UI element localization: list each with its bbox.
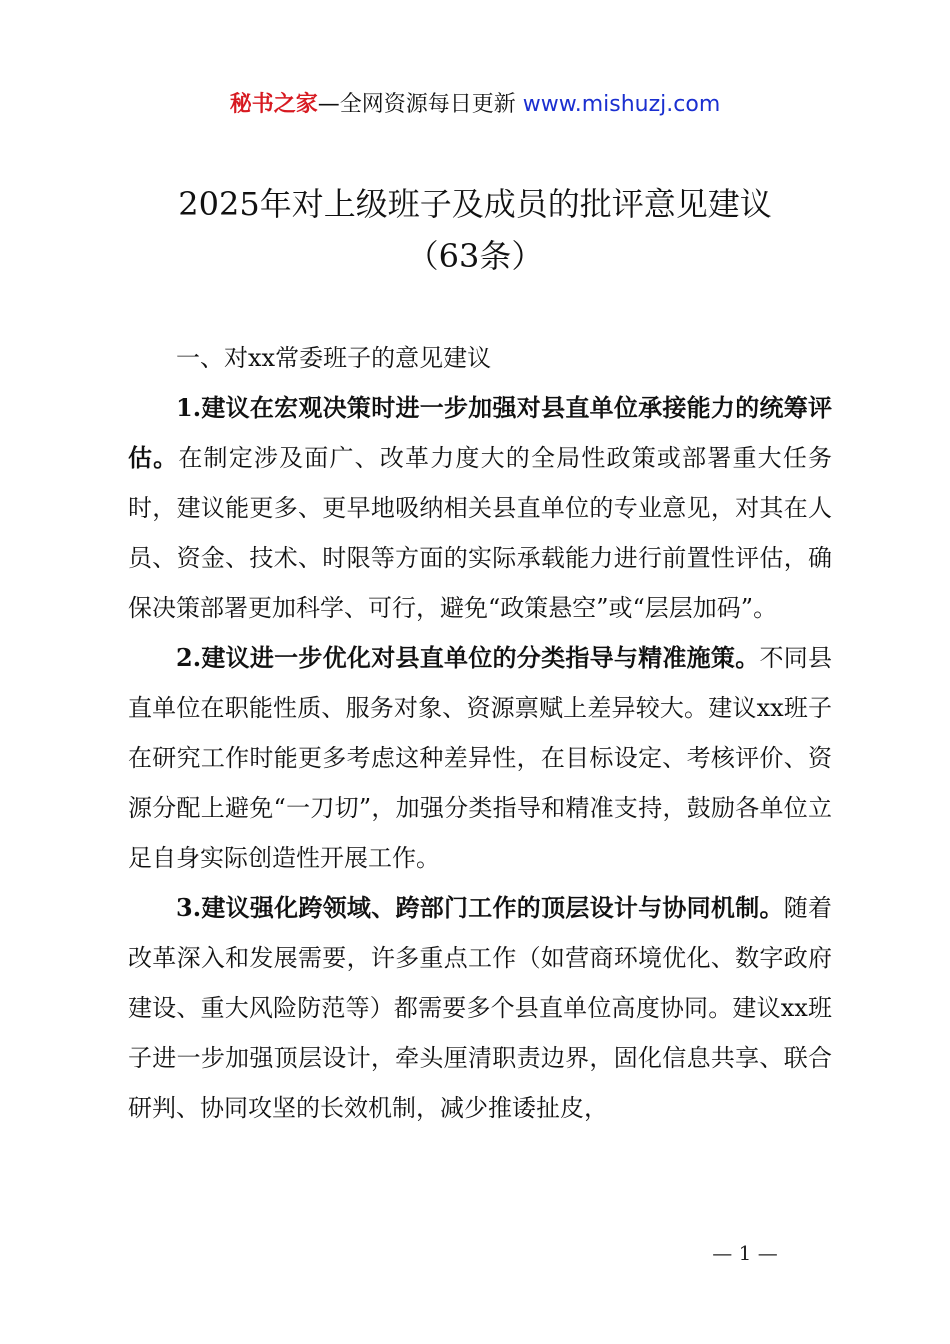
document-title: 2025年对上级班子及成员的批评意见建议: [178, 185, 772, 223]
item-body: 随着改革深入和发展需要，许多重点工作（如营商环境优化、数字政府建设、重大风险防范等）都需要多个县直单位高度协同。建议xx班子进一步加强顶层设计，牵头厘清职责边界，固化信息共享、联合研判、协同攻坚的长效机制，减少推诿扯皮，: [128, 894, 833, 1122]
brand-name: 秘书之家: [229, 92, 318, 117]
page-number: — 1 —: [712, 1241, 778, 1265]
site-header: [0, 88, 950, 122]
section-heading: 一、对xx常委班子的意见建议: [176, 344, 492, 372]
item-body: 不同县直单位在职能性质、服务对象、资源禀赋上差异较大。建议xx班子在研究工作时能更多考虑这种差异性，在目标设定、考核评价、资源分配上避免“一刀切”，加强分类指导和精准支持，鼓励各单位立足自身实际创造性开展工作。: [128, 644, 833, 872]
list-item: [128, 633, 832, 883]
item-body: 在制定涉及面广、改革力度大的全局性政策或部署重大任务时，建议能更多、更早地吸纳相关县直单位的专业意见，对其在人员、资金、技术、时限等方面的实际承载能力进行前置性评估，确保决策部署更加科学、可行，避免“政策悬空”或“层层加码”。: [128, 444, 833, 622]
item-lead-sentence: 建议在宏观决策时进一步加强对县直单位承接能力的统筹评估。: [128, 393, 832, 472]
list-item: [128, 383, 832, 633]
website-url[interactable]: www.mishuzj.com: [522, 92, 721, 117]
item-lead-sentence: 建议强化跨领域、跨部门工作的顶层设计与协同机制。: [201, 893, 784, 922]
list-item: [128, 883, 832, 1133]
document-body: [128, 333, 832, 1133]
item-lead-sentence: 建议进一步优化对县直单位的分类指导与精准施策。: [201, 643, 760, 672]
header-tagline: —全网资源每日更新: [317, 92, 523, 117]
item-number: 3.: [176, 893, 202, 922]
document-subtitle-count: （63条）: [406, 237, 544, 275]
item-number: 2.: [176, 643, 202, 672]
item-number: 1.: [176, 393, 202, 422]
